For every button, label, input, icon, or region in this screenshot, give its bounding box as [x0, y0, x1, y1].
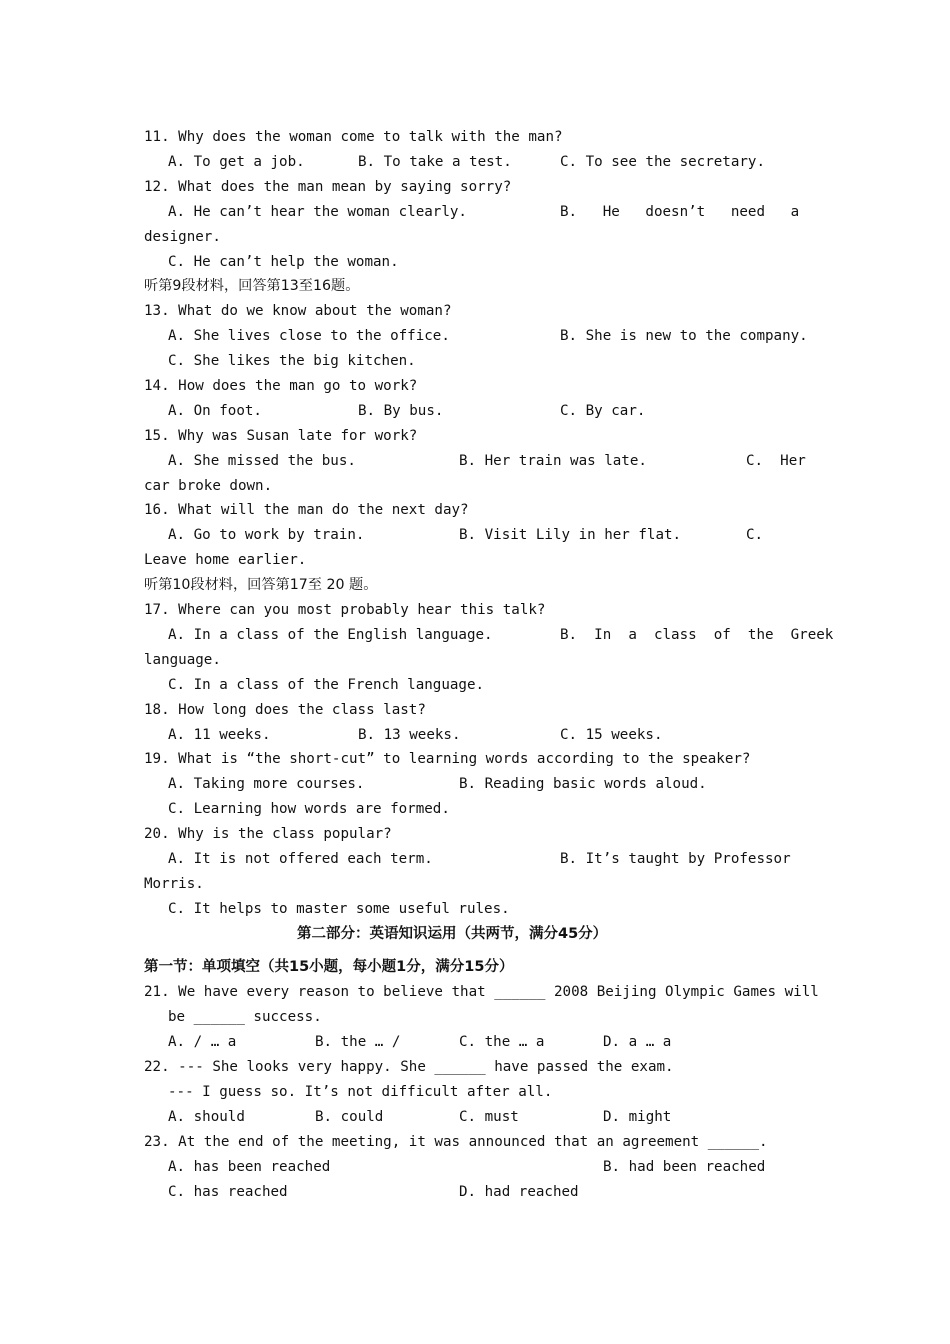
q16-option-a: A. Go to work by train.	[168, 527, 365, 543]
q12-option-c: C. He can’t help the woman.	[168, 254, 399, 270]
q20-option-a: A. It is not offered each term.	[168, 851, 433, 867]
question-18-stem: 18. How long does the class last?	[144, 702, 426, 718]
q17-option-a: A. In a class of the English language.	[168, 627, 493, 643]
q22-option-d: D. might	[603, 1109, 672, 1125]
instruction-passage-9: 听第9段材料，回答第13至16题。	[144, 278, 360, 294]
q15-option-c-cont: car broke down.	[144, 478, 273, 494]
q21-option-a: A. / … a	[168, 1034, 237, 1050]
q19-option-b: B. Reading basic words aloud.	[459, 776, 707, 792]
question-21-stem: 21. We have every reason to believe that ______ 2008 Beijing Olympic Games will	[144, 984, 819, 1000]
question-17-stem: 17. Where can you most probably hear this talk?	[144, 602, 546, 618]
q17-option-b-cont: language.	[144, 652, 221, 668]
q14-option-a: A. On foot.	[168, 403, 262, 419]
q22-option-c: C. must	[459, 1109, 519, 1125]
q12-option-a: A. He can’t hear the woman clearly.	[168, 204, 467, 220]
question-11-stem: 11. Why does the woman come to talk with the man?	[144, 129, 563, 145]
q12-option-b: B. He doesn’t need a	[560, 204, 800, 220]
q15-option-c: C. Her	[746, 453, 806, 469]
section-1-title: 第一节：单项填空（共15小题，每小题1分，满分15分）	[144, 959, 514, 975]
question-22-stem: 22. --- She looks very happy. She ______ have passed the exam.	[144, 1059, 674, 1075]
q15-option-a: A. She missed the bus.	[168, 453, 356, 469]
q13-option-b: B. She is new to the company.	[560, 328, 808, 344]
q14-option-b: B. By bus.	[358, 403, 444, 419]
question-23-stem: 23. At the end of the meeting, it was announced that an agreement ______.	[144, 1134, 768, 1150]
q18-option-b: B. 13 weeks.	[358, 727, 461, 743]
q22-option-b: B. could	[315, 1109, 384, 1125]
q21-option-c: C. the … a	[459, 1034, 545, 1050]
question-16-stem: 16. What will the man do the next day?	[144, 502, 469, 518]
question-20-stem: 20. Why is the class popular?	[144, 826, 392, 842]
question-13-stem: 13. What do we know about the woman?	[144, 303, 452, 319]
q15-option-b: B. Her train was late.	[459, 453, 647, 469]
q23-option-d: D. had reached	[459, 1184, 579, 1200]
q23-option-c: C. has reached	[168, 1184, 288, 1200]
question-14-stem: 14. How does the man go to work?	[144, 378, 418, 394]
q21-option-d: D. a … a	[603, 1034, 672, 1050]
instruction-passage-10: 听第10段材料，回答第17至 20 题。	[144, 577, 378, 593]
q23-option-a: A. has been reached	[168, 1159, 331, 1175]
q21-option-b: B. the … /	[315, 1034, 401, 1050]
q23-option-b: B. had been reached	[603, 1159, 766, 1175]
q19-option-c: C. Learning how words are formed.	[168, 801, 450, 817]
q16-option-c: C.	[746, 527, 764, 543]
q11-option-c: C. To see the secretary.	[560, 154, 765, 170]
question-19-stem: 19. What is “the short-cut” to learning words according to the speaker?	[144, 751, 751, 767]
q11-option-b: B. To take a test.	[358, 154, 512, 170]
q17-option-c: C. In a class of the French language.	[168, 677, 485, 693]
q20-option-b-cont: Morris.	[144, 876, 204, 892]
q18-option-a: A. 11 weeks.	[168, 727, 271, 743]
question-21-stem-cont: be ______ success.	[168, 1009, 322, 1025]
question-12-stem: 12. What does the man mean by saying sorry?	[144, 179, 512, 195]
q17-option-b: B. In a class of the Greek	[560, 627, 834, 643]
q14-option-c: C. By car.	[560, 403, 646, 419]
question-15-stem: 15. Why was Susan late for work?	[144, 428, 418, 444]
q22-option-a: A. should	[168, 1109, 245, 1125]
q12-option-b-cont: designer.	[144, 229, 221, 245]
q20-option-c: C. It helps to master some useful rules.	[168, 901, 510, 917]
question-22-stem-cont: --- I guess so. It’s not difficult after all.	[168, 1084, 553, 1100]
q16-option-b: B. Visit Lily in her flat.	[459, 527, 682, 543]
q20-option-b: B. It’s taught by Professor	[560, 851, 791, 867]
q13-option-a: A. She lives close to the office.	[168, 328, 450, 344]
part-2-title: 第二部分：英语知识运用（共两节，满分45分）	[297, 926, 608, 942]
q16-option-c-cont: Leave home earlier.	[144, 552, 307, 568]
q18-option-c: C. 15 weeks.	[560, 727, 663, 743]
q19-option-a: A. Taking more courses.	[168, 776, 365, 792]
q11-option-a: A. To get a job.	[168, 154, 305, 170]
q13-option-c: C. She likes the big kitchen.	[168, 353, 416, 369]
